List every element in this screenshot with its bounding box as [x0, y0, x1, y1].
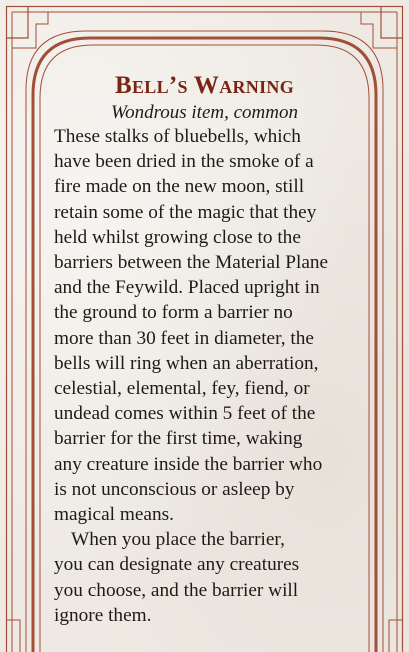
description-line: and the Feywild. Placed upright in	[54, 277, 320, 299]
item-subtitle: Wondrous item, common	[110, 102, 298, 123]
description-line: you choose, and the barrier will	[54, 579, 299, 601]
description-line: retain some of the magic that they	[54, 201, 317, 223]
item-title: Bell’s Warning	[114, 72, 295, 99]
item-description	[54, 124, 374, 628]
description-line: ignore them.	[54, 604, 152, 626]
description-line: have been dried in the smoke of a	[54, 151, 314, 173]
description-line: is not unconscious or asleep by	[54, 478, 295, 500]
description-line: any creature inside the barrier who	[54, 453, 323, 475]
description-line: barriers between the Material Plane	[54, 252, 329, 274]
description-line: magical means.	[54, 504, 174, 526]
description-line: more than 30 feet in diameter, the	[54, 327, 314, 349]
description-line: you can designate any creatures	[54, 554, 300, 576]
description-line: held whilst growing close to the	[54, 226, 301, 248]
description-line: barrier for the first time, waking	[54, 428, 303, 450]
description-line: When you place the barrier,	[71, 529, 285, 551]
description-line: These stalks of bluebells, which	[54, 126, 301, 147]
description-line: fire made on the new moon, still	[54, 176, 305, 198]
description-line: celestial, elemental, fey, fiend, or	[54, 378, 310, 400]
description-line: the ground to form a barrier no	[54, 302, 293, 324]
description-line: undead comes within 5 feet of the	[54, 403, 316, 425]
description-line: bells will ring when an aberration,	[54, 352, 319, 374]
